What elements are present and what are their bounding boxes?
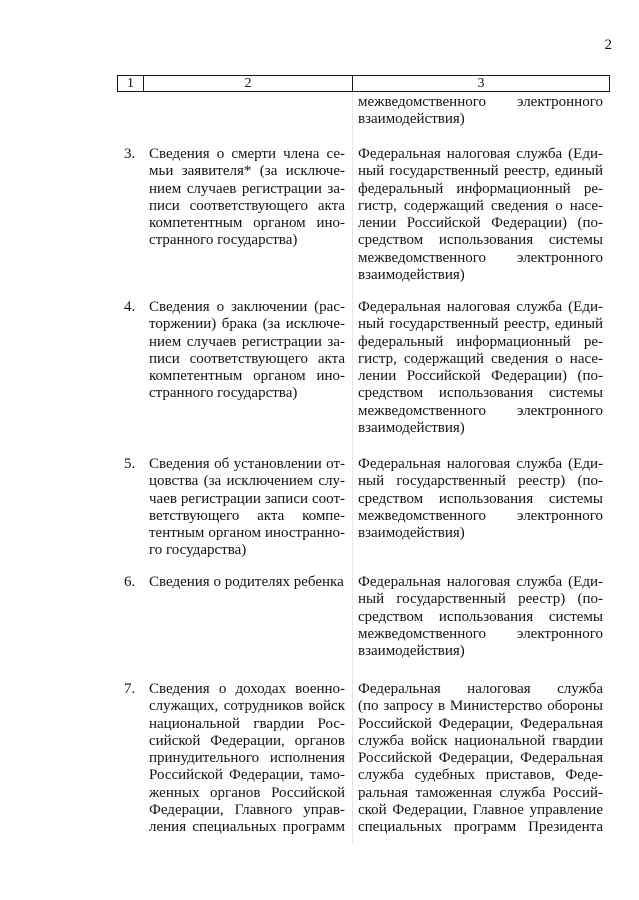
- source-line: гистр, содержащий сведения о насе-: [358, 197, 603, 214]
- information-line: странного государства): [149, 385, 298, 402]
- source-line: ской Федерации, Главное управление: [358, 802, 603, 819]
- information-line: писи соответствующего акта: [149, 350, 345, 367]
- source-line: служба войск национальной гвардии: [358, 732, 603, 749]
- information-line: компетентным органом ино-: [149, 368, 345, 385]
- information-cell: [149, 574, 345, 591]
- information-line: Федерации, Главного управ-: [149, 802, 345, 819]
- source-line: ный государственный реестр) (по-: [358, 473, 603, 490]
- source-cell: [358, 456, 603, 542]
- source-line: средством использования системы: [358, 232, 603, 249]
- source-line: ный государственный реестр, единый: [358, 163, 603, 180]
- information-line: женных органов Российской: [149, 784, 345, 801]
- source-line: средством использования системы: [358, 608, 603, 625]
- source-line: Федеральная налоговая служба (Еди-: [358, 574, 603, 590]
- header-column-1: 1: [118, 76, 144, 91]
- information-line: Сведения о доходах военно-: [149, 681, 345, 697]
- source-line: Федеральная налоговая служба (Еди-: [358, 299, 603, 315]
- source-line: межведомственного электронного: [358, 94, 603, 110]
- source-cell: [358, 299, 603, 437]
- source-cell: [358, 681, 603, 837]
- source-line: ный государственный реестр, единый: [358, 316, 603, 333]
- source-line: федеральный информационный ре-: [358, 180, 603, 197]
- information-line: писи соответствующего акта: [149, 197, 345, 214]
- table-header-row: [117, 75, 610, 92]
- source-line: Российской Федерации, Федеральная: [358, 750, 603, 767]
- information-cell: [149, 146, 345, 250]
- source-line: взаимодействия): [358, 643, 465, 660]
- information-line: нием случаев регистрации за-: [149, 333, 345, 350]
- information-cell: [149, 681, 345, 837]
- source-line: лении Российской Федерации) (по-: [358, 215, 603, 232]
- information-line: мьи заявителя* (за исключе-: [149, 163, 345, 180]
- information-line: сийской Федерации, органов: [149, 732, 345, 749]
- information-line: торжении) брака (за исключе-: [149, 316, 345, 333]
- source-line: ный государственный реестр) (по-: [358, 591, 603, 608]
- row-number: 5.: [124, 456, 136, 472]
- source-cell: [358, 574, 603, 660]
- information-line: служащих, сотрудников войск: [149, 698, 345, 715]
- information-line: странного государства): [149, 232, 298, 249]
- source-line: Федеральная налоговая служба (Еди-: [358, 456, 603, 472]
- source-line: взаимодействия): [358, 420, 465, 437]
- source-line: межведомственного электронного: [358, 249, 603, 266]
- source-line: взаимодействия): [358, 525, 465, 542]
- information-line: Сведения о родителях ребенка: [149, 574, 344, 590]
- source-line: средством использования системы: [358, 490, 603, 507]
- source-line: Федеральная налоговая служба: [358, 681, 603, 697]
- source-line: средством использования системы: [358, 385, 603, 402]
- source-line: межведомственного электронного: [358, 402, 603, 419]
- information-line: Сведения о смерти члена се-: [149, 146, 345, 162]
- source-line: гистр, содержащий сведения о насе-: [358, 350, 603, 367]
- continuation-source-cell: [358, 94, 603, 129]
- information-line: Российской Федерации, тамо-: [149, 767, 345, 784]
- information-line: Сведения о заключении (рас-: [149, 299, 345, 315]
- information-line: чаев регистрации записи соот-: [149, 490, 345, 507]
- source-line: лении Российской Федерации) (по-: [358, 368, 603, 385]
- header-column-3: 3: [477, 76, 485, 91]
- information-cell: [149, 456, 345, 560]
- row-number: 7.: [124, 681, 136, 697]
- source-line: федеральный информационный ре-: [358, 333, 603, 350]
- source-line: межведомственного электронного: [358, 507, 603, 524]
- source-line: служба судебных приставов, Феде-: [358, 767, 603, 784]
- page-number: 2: [604, 37, 612, 53]
- information-line: компетентным органом ино-: [149, 215, 345, 232]
- source-line: (по запросу в Министерство обороны: [358, 698, 603, 715]
- source-line: Федеральная налоговая служба (Еди-: [358, 146, 603, 162]
- information-line: тентным органом иностранно-: [149, 525, 345, 542]
- header-column-2: 2: [144, 76, 353, 91]
- source-line: межведомственного электронного: [358, 625, 603, 642]
- source-line: взаимодействия): [358, 267, 465, 284]
- information-line: Сведения об установлении от-: [149, 456, 345, 472]
- information-line: национальной гвардии Рос-: [149, 715, 345, 732]
- row-number: 4.: [124, 299, 136, 315]
- information-line: ветствующего акта компе-: [149, 507, 345, 524]
- source-line: Российской Федерации, Федеральная: [358, 715, 603, 732]
- information-cell: [149, 299, 345, 403]
- source-line: взаимодействия): [358, 111, 465, 128]
- information-line: ления специальных программ: [149, 819, 345, 836]
- information-line: го государства): [149, 542, 247, 559]
- row-number: 6.: [124, 574, 136, 590]
- source-line: ральная таможенная служба Россий-: [358, 784, 603, 801]
- information-line: цовства (за исключением слу-: [149, 473, 345, 490]
- source-line: специальных программ Президента: [358, 819, 603, 836]
- source-cell: [358, 146, 603, 284]
- column-divider: [352, 92, 353, 844]
- information-line: нием случаев регистрации за-: [149, 180, 345, 197]
- information-line: принудительного исполнения: [149, 750, 345, 767]
- row-number: 3.: [124, 146, 136, 162]
